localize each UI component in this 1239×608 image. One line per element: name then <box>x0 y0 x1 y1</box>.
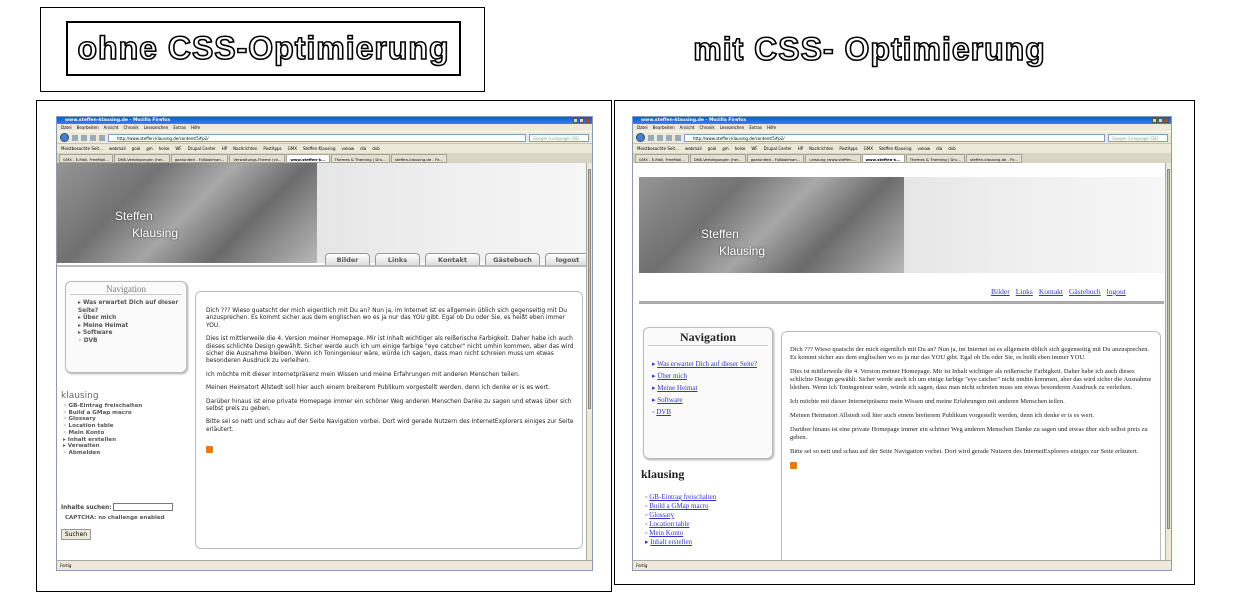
bookmark-item[interactable]: gm <box>722 146 729 151</box>
nav-link-kontakt[interactable]: Kontakt <box>1038 287 1064 296</box>
user-item[interactable]: ▸ Inhalt erstellen <box>63 436 117 443</box>
bookmark-item[interactable]: webmail <box>108 146 126 151</box>
nav-item[interactable]: ▸ Meine Heimat <box>652 384 698 392</box>
home-icon[interactable] <box>99 135 105 141</box>
bookmarks-bar <box>633 143 1171 153</box>
search-input[interactable]: Google (Language: DE) <box>1108 134 1168 142</box>
bookmark-item[interactable]: HP <box>221 146 228 151</box>
nav-item[interactable]: ◦ DVB <box>78 337 98 344</box>
search-button[interactable]: Suchen <box>61 529 91 540</box>
menu-extras[interactable]: Extras <box>749 125 762 130</box>
minimize-button[interactable] <box>1152 118 1157 123</box>
bookmark-item[interactable]: WF <box>751 146 758 151</box>
bookmark-item[interactable]: Steffen Klausing <box>878 146 912 151</box>
header-divider <box>639 301 1164 304</box>
paragraph: Bitte sei so nett und schau auf der Seite Navigation vorbei. Dort wird gerade Nutzern des InternetExplorers einiges zur Seite erläutert. <box>206 419 574 433</box>
paragraph: Dich ??? Wieso quatscht der mich eigentlich mit Du an? Nun ja, im Internet ist es allgemein üblich sich gegenseitig mit Du anzusprechen. Es kommt sicher aus dem englischen wo es ja nur das YOU gibt. Egal ob Du oder Sie, es heißt eben immer YOU. <box>790 346 1150 361</box>
bookmark-item[interactable]: WF <box>175 146 182 151</box>
label-box-left <box>40 7 485 92</box>
brand-bottom: Klausing <box>132 226 179 240</box>
paragraph: Dies ist mittlerweile die 4. Version meiner Homepage. Mir ist Inhalt wichtiger als reißerische Farbigkeit. Daher habe ich auch dieses schlichte Design gewählt. Sicher werde auch ich um einige farbige "eye catcher" nicht umhin kommen, aber das wird sicher die Ausnahme bleiben. Wenn ich Toningenieur wäre, würde ich sagen, dass man nicht schreien muss um etwas besonderen Ausdruck zu verleihen. <box>206 336 574 365</box>
nav-item[interactable]: ▸ Was erwartet Dich auf dieser Seite? <box>652 360 758 368</box>
bookmark-item[interactable]: vvkow <box>341 146 355 151</box>
user-menu <box>63 403 142 457</box>
reload-icon[interactable] <box>657 135 663 141</box>
bookmark-item[interactable]: vvkow <box>917 146 931 151</box>
navigation-block <box>643 327 773 459</box>
bookmark-item[interactable]: gm <box>146 146 153 151</box>
bookmark-item[interactable]: Meistbesuchte Seit... <box>637 146 679 151</box>
user-block-title: klausing <box>61 391 99 401</box>
tab[interactable]: Themes & Theming | Dru... <box>906 154 965 163</box>
nav-link-links[interactable]: Links <box>1015 287 1033 296</box>
brand-top: Steffen <box>701 227 739 241</box>
tab[interactable]: Leistung (www.steffen-... <box>805 154 860 163</box>
bookmark-item[interactable]: dvb <box>948 146 956 151</box>
nav-item[interactable]: ▸ Über mich <box>78 315 117 321</box>
scrollbar-thumb[interactable] <box>1167 169 1170 529</box>
user-item[interactable]: ◦ Build a GMap macro <box>63 409 132 416</box>
url-bar[interactable]: http://www.steffen-klausing.de/content/5#p2/ <box>684 134 1105 142</box>
paragraph: Meinen Heimatort Allstedt soll hier auch einem breiterem Publikum vorgestellt werden, denn ich denke er is es wert. <box>206 385 551 392</box>
bookmark-item[interactable]: Drupal Center <box>763 146 792 151</box>
paragraph: Dies ist mittlerweile die 4. Version meiner Homepage. Mir ist Inhalt wichtiger als reißerische Farbigkeit. Daher habe ich auch dieses schlichte Design gewählt. Sicher werde auch ich um einige farbige "eye catcher" nicht umhin kommen, aber das wird sicher die Ausnahme bleiben. Wenn ich Toningenieur wäre, würde ich sagen, dass man nicht schreien muss um etwas besonderen Ausdruck zu verleihen. <box>790 368 1152 391</box>
maximize-button[interactable] <box>1158 118 1163 123</box>
user-item[interactable]: ◦ Abmelden <box>63 449 101 456</box>
nav-item[interactable]: ▸ Über mich <box>652 372 688 380</box>
search-label: Inhalte suchen: <box>61 505 112 511</box>
nav-link-bilder[interactable]: Bilder <box>991 287 1010 296</box>
label-left: ohne CSS-Optimierung <box>66 21 461 76</box>
nav-item[interactable]: ◦ DVB <box>652 408 672 416</box>
site-nav <box>325 253 586 265</box>
menu-hilfe[interactable]: Hilfe <box>766 125 777 130</box>
bookmark-item[interactable]: Meistbesuchte Seit... <box>61 146 103 151</box>
paragraph: Bitte sei so nett und schau auf der Seite Navigation vorbei. Dort wird gerade Nutzern des InternetExplorers einiges zur Seite erläutert. <box>790 448 1139 455</box>
tab[interactable]: DNS-Verbiegungen (hei... <box>690 154 746 163</box>
bookmark-item[interactable]: dia <box>360 146 367 151</box>
bookmark-item[interactable]: Steffen Klausing <box>302 146 336 151</box>
navigation-title: Navigation <box>648 328 768 346</box>
forward-icon[interactable] <box>648 135 654 141</box>
user-item[interactable]: ◦ Glossary <box>63 416 96 423</box>
tab-strip <box>57 153 592 163</box>
user-menu <box>645 493 716 547</box>
nav-tab-kontakt[interactable]: Kontakt <box>425 253 480 265</box>
user-item[interactable]: ◦ Location table <box>645 520 690 528</box>
menu-hilfe[interactable]: Hilfe <box>190 125 201 130</box>
scrollbar[interactable] <box>1165 163 1171 560</box>
nav-link-gaestebuch[interactable]: Gästebuch <box>1069 287 1101 296</box>
header-divider <box>57 265 586 267</box>
tab[interactable]: steffen-klausing.de - Fir... <box>966 154 1022 163</box>
nav-tab-logout[interactable]: logout <box>545 253 586 265</box>
title-bar: www.steffen-klausing.de - Mozilla Firefox <box>633 117 1171 124</box>
tab[interactable]: goalunited - Fußballman... <box>747 154 805 163</box>
bookmark-item[interactable]: Nachrichten <box>809 146 834 151</box>
header-photo <box>57 163 317 263</box>
user-item[interactable]: ▸ Inhalt erstellen <box>645 538 693 546</box>
main-content-box <box>195 291 583 549</box>
tab[interactable]: DNS-Verbiegungen (hei... <box>114 154 170 163</box>
bookmark-item[interactable]: Nachrichten <box>233 146 258 151</box>
user-block-title: klausing <box>641 467 685 481</box>
page-content <box>57 163 586 560</box>
forward-icon[interactable] <box>72 135 78 141</box>
captcha-text: CAPTCHA: no challenge enabled <box>65 515 165 521</box>
tab[interactable]: Themes & Theming | Dru... <box>331 154 390 163</box>
minimize-button[interactable] <box>573 118 578 123</box>
user-item[interactable]: ◦ Glossary <box>645 511 675 519</box>
close-button[interactable] <box>1164 118 1169 123</box>
site-search-input[interactable] <box>113 503 173 511</box>
user-item[interactable]: ◦ Location table <box>63 423 114 430</box>
nav-item[interactable]: ▸ Software <box>78 330 113 336</box>
paragraph: Dich ??? Wieso quatscht der mich eigentlich mit Du an? Nun ja, im Internet ist es allgemein üblich sich gegenseitig mit Du anzusprechen. Es kommt sicher aus dem englischen wo es ja nur das YOU gibt. Egal ob Du oder Sie, es heißt eben immer YOU. <box>206 308 567 329</box>
menu-bar <box>57 124 592 131</box>
bookmark-item[interactable]: PostApps <box>263 146 282 151</box>
menu-chronik[interactable]: Chronik <box>123 125 139 130</box>
bookmark-item[interactable]: goal <box>707 146 717 151</box>
nav-link-logout[interactable]: logout <box>1106 287 1126 296</box>
browser-window-right <box>632 116 1172 571</box>
home-icon[interactable] <box>675 135 681 141</box>
browser-window-left <box>56 116 593 571</box>
main-content-box <box>781 331 1161 560</box>
nav-item[interactable]: ▸ Meine Heimat <box>78 322 129 329</box>
bookmark-item[interactable]: dvb <box>372 146 380 151</box>
menu-extras[interactable]: Extras <box>173 125 186 130</box>
menu-datei[interactable]: Datei <box>61 125 72 130</box>
tab-active[interactable]: www.steffen-k... <box>862 154 905 163</box>
tab[interactable]: GMX - E-Mail, FreeMail... <box>635 154 689 163</box>
navigation-toolbar <box>57 131 592 143</box>
user-item[interactable]: ◦ Build a GMap macro <box>645 502 709 510</box>
page-content <box>633 163 1165 560</box>
nav-tab-links[interactable]: Links <box>375 253 420 265</box>
user-item[interactable]: ◦ GB-Eintrag freischalten <box>645 493 717 501</box>
paragraph: Darüber hinaus ist eine private Homepage immer ein schöner Weg anderen Menschen Danke zu sagen und etwas über sich selbst preis zu geben. <box>206 398 572 413</box>
back-icon[interactable] <box>60 133 69 142</box>
menu-chronik[interactable]: Chronik <box>699 125 715 130</box>
tab-active[interactable]: www.steffen-k... <box>286 154 329 163</box>
back-icon[interactable] <box>636 133 645 142</box>
user-item[interactable]: ◦ GB-Eintrag freischalten <box>63 403 143 409</box>
site-nav <box>991 287 1126 296</box>
navigation-title: Navigation <box>70 282 182 295</box>
menu-ansicht[interactable]: Ansicht <box>679 125 695 130</box>
user-item[interactable]: ◦ Mein Konto <box>63 429 105 436</box>
menu-bearbeiten[interactable]: Bearbeiten <box>76 125 99 130</box>
label-right: mit CSS- Optimierung <box>693 30 1046 67</box>
bookmark-item[interactable]: dia <box>936 146 943 151</box>
nav-tab-gaestebuch[interactable]: Gästebuch <box>485 253 540 265</box>
user-item[interactable]: ◦ Mein Konto <box>645 529 684 537</box>
rss-icon[interactable] <box>206 446 213 453</box>
tab[interactable]: goalunited - Fußballman... <box>171 154 229 163</box>
navigation-block <box>65 281 187 373</box>
nav-item[interactable]: ▸ Software <box>652 396 683 404</box>
reload-icon[interactable] <box>81 135 87 141</box>
bookmark-item[interactable]: GMX <box>863 146 873 151</box>
user-item[interactable]: ▸ Verwalten <box>63 443 100 450</box>
paragraph: Ich möchte mit dieser Internetpräsenz mein Wissen und meine Erfahrungen mit anderen Menschen teilen. <box>790 398 1065 405</box>
bookmark-item[interactable]: webmail <box>684 146 702 151</box>
nav-item[interactable]: ▸ Was erwartet Dich auf dieser Seite? <box>78 300 179 314</box>
bookmark-item[interactable]: heise <box>734 146 746 151</box>
nav-tab-bilder[interactable]: Bilder <box>325 253 370 265</box>
label-box-right <box>640 7 1098 92</box>
brand-top: Steffen <box>115 209 153 223</box>
stop-icon[interactable] <box>90 135 96 141</box>
menu-lesezeichen[interactable]: Lesezeichen <box>143 125 169 130</box>
bookmark-item[interactable]: goal <box>131 146 141 151</box>
bookmark-item[interactable]: Drupal Center <box>187 146 216 151</box>
bookmark-item[interactable]: PostApps <box>839 146 858 151</box>
tab[interactable]: GMX - E-Mail, FreeMail... <box>59 154 113 163</box>
navigation-toolbar <box>633 131 1171 143</box>
menu-ansicht[interactable]: Ansicht <box>103 125 119 130</box>
stop-icon[interactable] <box>666 135 672 141</box>
bookmarks-bar <box>57 143 592 153</box>
bookmark-item[interactable]: HP <box>797 146 804 151</box>
status-bar: Fertig <box>633 560 1171 570</box>
rss-icon[interactable] <box>790 462 797 469</box>
tab-strip <box>633 153 1171 163</box>
scrollbar[interactable] <box>586 163 592 560</box>
menu-datei[interactable]: Datei <box>637 125 648 130</box>
paragraph: Ich möchte mit dieser Internetpräsenz mein Wissen und meine Erfahrungen mit anderen Menschen teilen. <box>206 371 520 378</box>
url-bar[interactable]: http://www.steffen-klausing.de/content/5#p2/ <box>108 134 526 142</box>
maximize-button[interactable] <box>579 118 584 123</box>
tab[interactable]: steffen-klausing.de - Fir... <box>391 154 447 163</box>
status-bar: Fertig <box>57 560 592 570</box>
tab[interactable]: Verwaltungs-Theme (vv... <box>229 154 285 163</box>
close-button[interactable] <box>585 118 590 123</box>
brand-bottom: Klausing <box>719 244 766 258</box>
menu-bearbeiten[interactable]: Bearbeiten <box>652 125 675 130</box>
menu-lesezeichen[interactable]: Lesezeichen <box>719 125 745 130</box>
bookmark-item[interactable]: heise <box>158 146 170 151</box>
menu-bar <box>633 124 1171 131</box>
title-bar: www.steffen-klausing.de - Mozilla Firefox <box>57 117 592 124</box>
bookmark-item[interactable]: GMX <box>287 146 297 151</box>
paragraph: Darüber hinaus ist eine private Homepage immer ein schöner Weg anderen Menschen Danke zu sagen und etwas über sich selbst preis zu geben. <box>790 426 1148 441</box>
search-input[interactable]: Google (Language: DE) <box>529 134 589 142</box>
paragraph: Meinen Heimatort Allstedt soll hier auch einem breiterem Publikum vorgestellt werden, denn ich denke er is es wert. <box>790 412 1095 419</box>
scrollbar-thumb[interactable] <box>588 169 591 409</box>
header-photo <box>639 177 904 273</box>
